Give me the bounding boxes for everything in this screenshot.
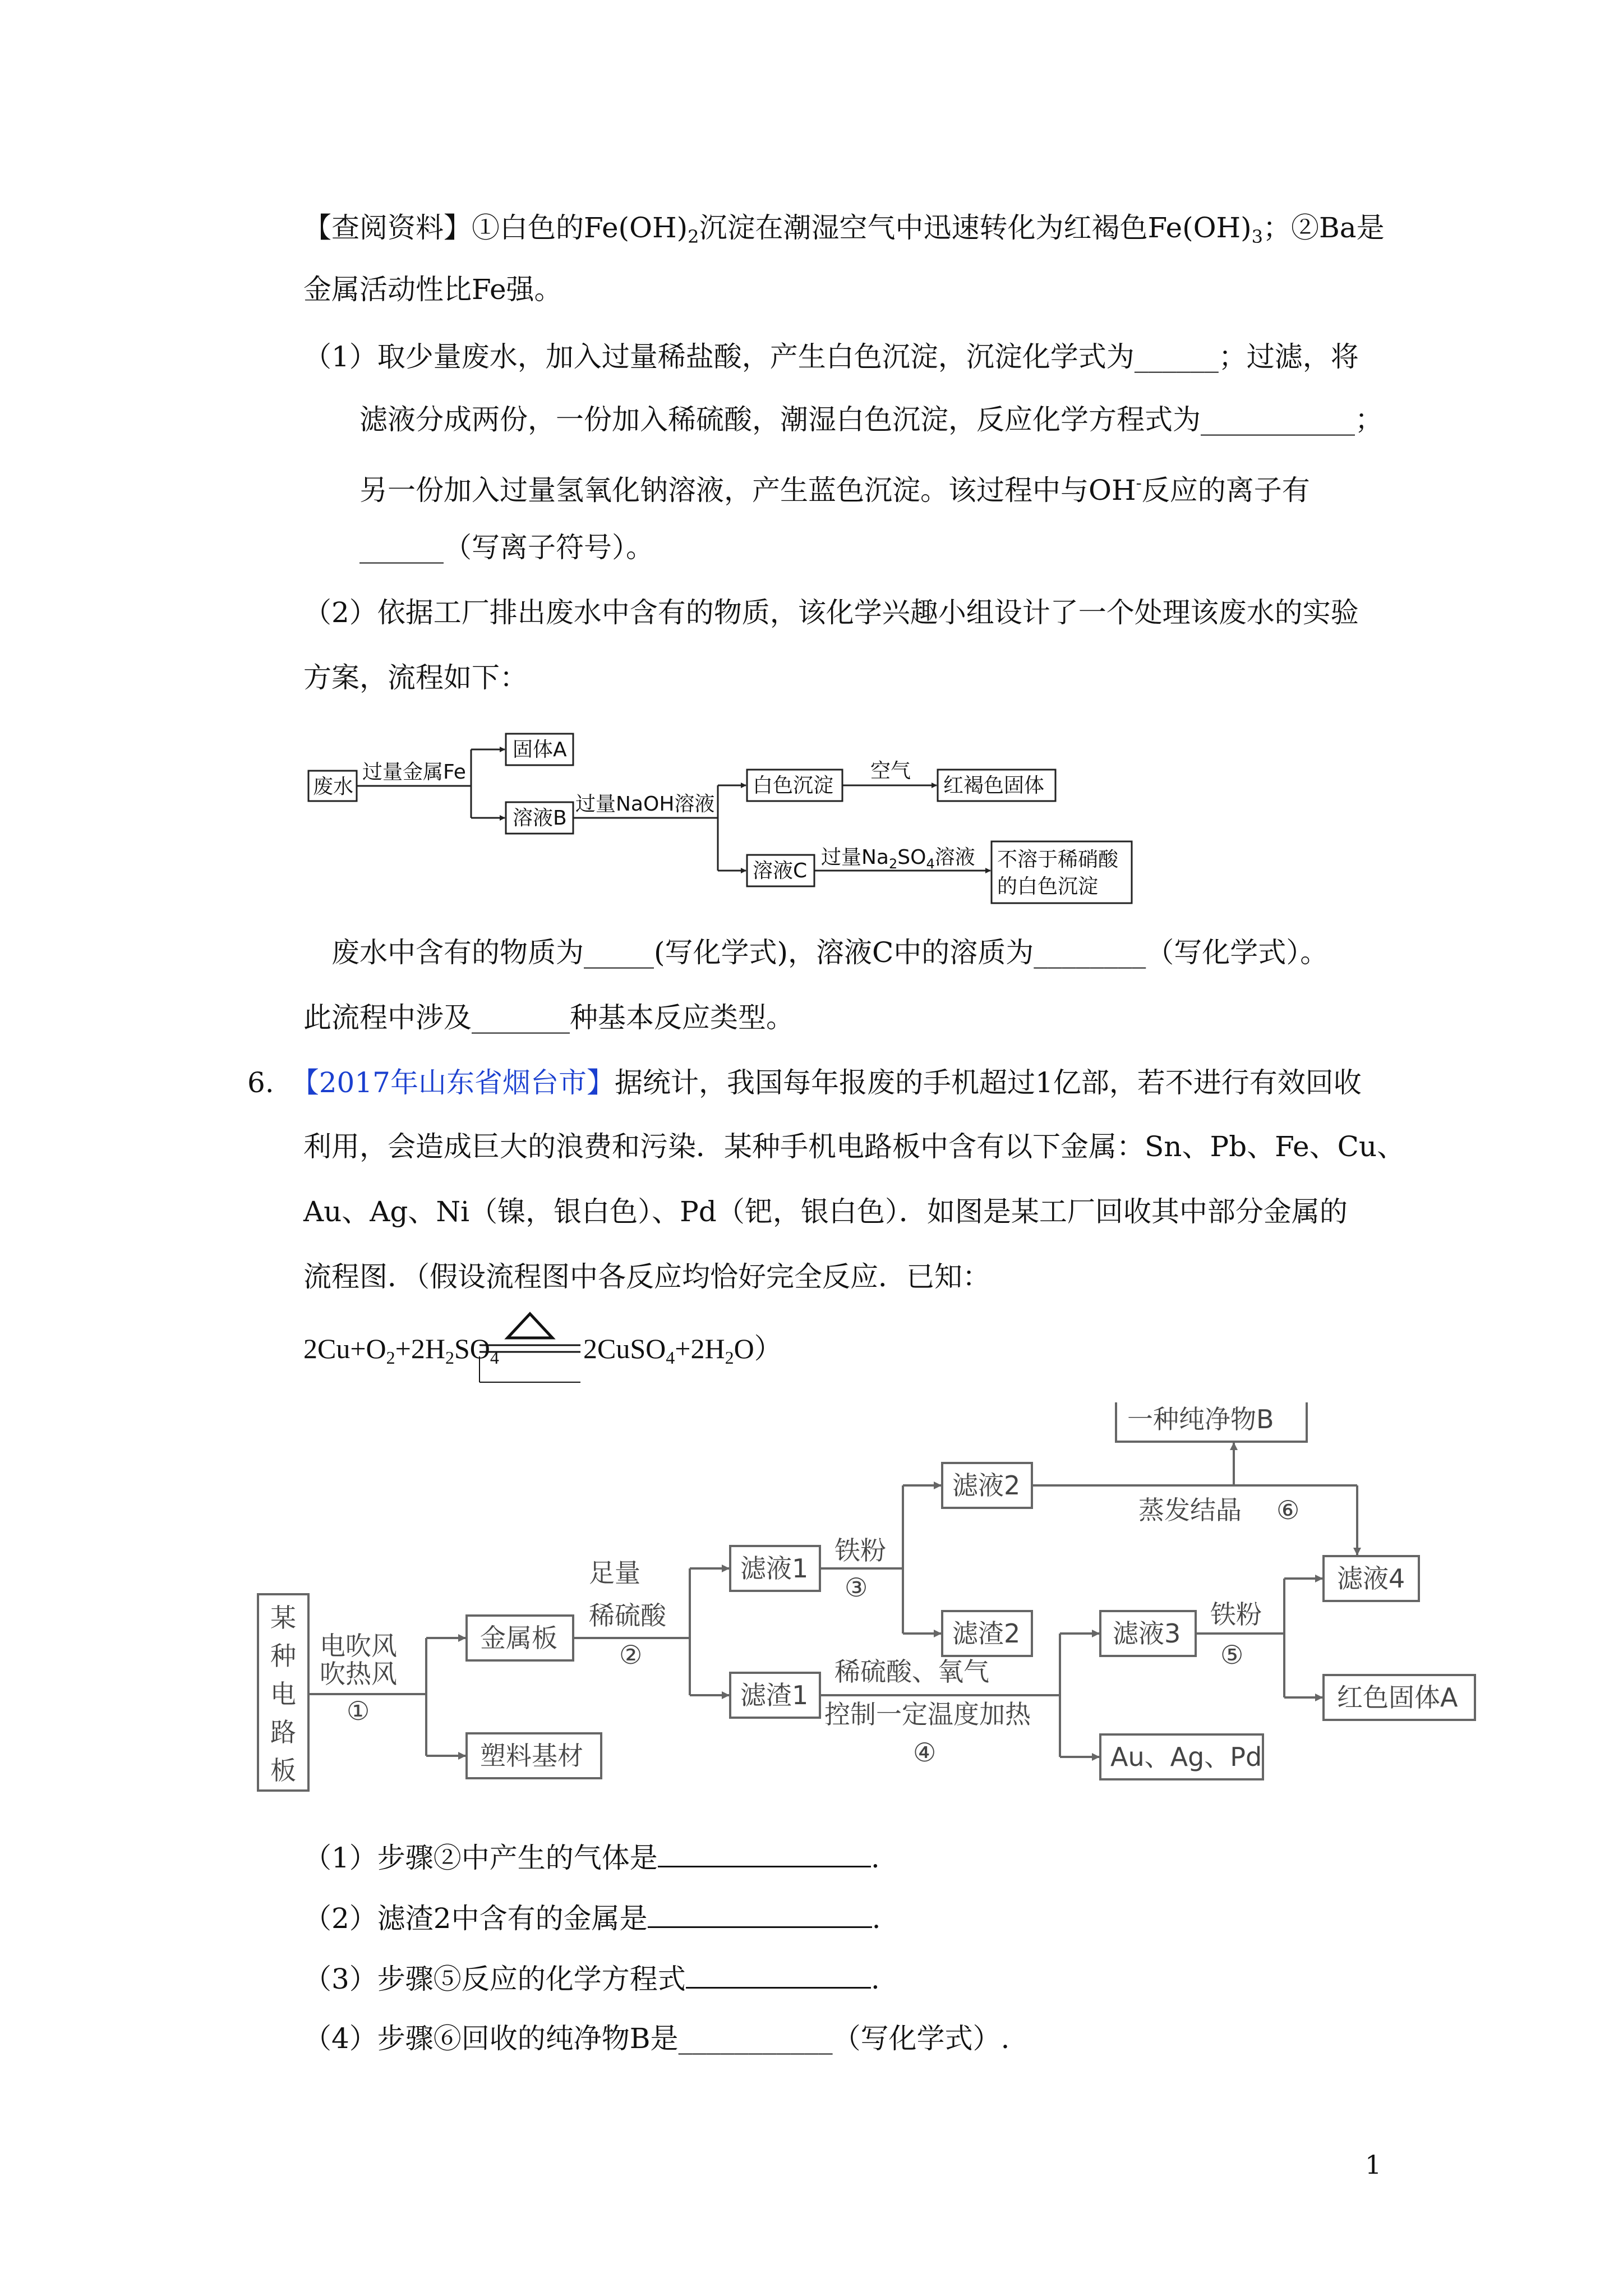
label-excess-naoh: 过量NaOH溶液: [575, 793, 715, 816]
label-insoluble-1: 不溶于稀硝酸: [997, 848, 1119, 871]
question-2-answer-line-1: 废水中含有的物质为_____(写化学式)，溶液C中的溶质为________（写化学式）。: [331, 936, 1329, 969]
answer-blank[interactable]: _______: [472, 1001, 570, 1034]
question-2-answer-line-2: 此流程中涉及_______种基本反应类型。: [303, 1001, 794, 1034]
question-1-line-4: ______（写离子符号）。: [359, 531, 654, 564]
answer-blank[interactable]: _____: [584, 936, 654, 969]
question-6-sub-3: （3）步骤⑤反应的化学方程式 .: [303, 1959, 880, 1996]
reference-line-2: 金属活动性比Fe强。: [303, 273, 562, 306]
question-6-sub-2: （2）滤渣2中含有的金属是 .: [303, 1898, 881, 1935]
label-step1-b: 吹热风: [320, 1659, 397, 1689]
label-excess-na2so4: 过量$Na_2SO_4$溶液: [821, 846, 975, 872]
label-waste-water: 废水: [313, 775, 354, 798]
label-residue-2: 滤渣2: [952, 1618, 1021, 1649]
page-number: 1: [1365, 2150, 1382, 2180]
label-excess-fe: 过量金属Fe: [362, 761, 466, 784]
answer-blank[interactable]: [658, 1838, 871, 1867]
label-solution-c: 溶液C: [753, 859, 808, 882]
label-step2-b: 稀硫酸: [589, 1600, 666, 1631]
label-white-precipitate: 白色沉淀: [753, 774, 834, 797]
label-metal-plate: 金属板: [480, 1623, 557, 1653]
label-board-5: 板: [270, 1755, 296, 1786]
label-residue-1: 滤渣1: [740, 1680, 809, 1710]
label-filtrate-2: 滤液2: [952, 1470, 1021, 1501]
label-step5-num: ⑤: [1220, 1640, 1244, 1670]
label-board-2: 种: [270, 1641, 296, 1671]
question-6-sub-4: （4）步骤⑥回收的纯净物B是___________（写化学式）.: [303, 2022, 1010, 2055]
label-filtrate-3: 滤液3: [1113, 1618, 1181, 1649]
equation-right: $2CuSO_4+2H_2O$）: [583, 1333, 782, 1368]
label-step1-num: ①: [347, 1696, 370, 1726]
label-board-3: 电: [270, 1679, 296, 1709]
flowchart-circuit-board: [247, 1402, 1514, 1806]
label-plastic-substrate: 塑料基材: [480, 1741, 583, 1771]
label-step2-a: 足量: [589, 1558, 640, 1588]
label-step3-num: ③: [845, 1572, 868, 1603]
equation-left: $2Cu+O_2+2H_2SO_4$: [303, 1333, 499, 1368]
label-step3-a: 铁粉: [834, 1535, 886, 1566]
reference-line-1: 【查阅资料】①白色的$Fe(OH)_2$沉淀在潮湿空气中迅速转化为红褐色$Fe(OH)_3$；②Ba是: [303, 211, 1385, 247]
label-step5-a: 铁粉: [1210, 1599, 1262, 1630]
question-number: 6.: [247, 1066, 274, 1099]
label-red-solid-a: 红色固体A: [1337, 1682, 1458, 1713]
answer-blank[interactable]: ________: [1034, 936, 1146, 969]
question-1-line-1: （1）取少量废水，加入过量稀盐酸，产生白色沉淀，沉淀化学式为______；过滤，将: [303, 341, 1359, 373]
question-6-sub-1: （1）步骤②中产生的气体是 .: [303, 1838, 880, 1875]
label-insoluble-2: 的白色沉淀: [997, 875, 1099, 898]
source-tag: 【2017年山东省烟台市】: [291, 1066, 615, 1099]
answer-blank[interactable]: ___________: [678, 2022, 833, 2055]
label-air: 空气: [870, 760, 911, 783]
label-step1-a: 电吹风: [320, 1631, 397, 1661]
answer-blank[interactable]: ______: [1134, 341, 1219, 373]
label-solid-a: 固体A: [513, 738, 567, 761]
label-solution-b: 溶液B: [513, 807, 567, 830]
label-board-1: 某: [270, 1603, 296, 1633]
answer-blank[interactable]: ___________: [1201, 403, 1355, 436]
label-step2-num: ②: [619, 1640, 643, 1670]
question-6-line-2: 利用，会造成巨大的浪费和污染．某种手机电路板中含有以下金属：Sn、Pb、Fe、Cu、: [303, 1130, 1405, 1163]
question-6-line-1: 6. 【2017年山东省烟台市】据统计，我国每年报废的手机超过1亿部，若不进行有效回收: [247, 1066, 1362, 1099]
label-step4-num: ④: [913, 1737, 937, 1768]
label-board-4: 路: [270, 1717, 296, 1747]
label-step4-b: 控制一定温度加热: [824, 1699, 1031, 1729]
question-1-line-2: 滤液分成两份，一份加入稀硫酸，潮湿白色沉淀，反应化学方程式为___________；: [359, 403, 1383, 436]
label-pure-substance-b: 一种纯净物B: [1127, 1404, 1274, 1434]
answer-blank[interactable]: [648, 1898, 872, 1928]
question-6-line-3: Au、Ag、Ni（镍，银白色）、Pd（钯，银白色）．如图是某工厂回收其中部分金属的: [303, 1195, 1348, 1228]
answer-blank[interactable]: [686, 1959, 871, 1989]
flowchart-wastewater: [303, 724, 1166, 914]
question-2-line-2: 方案，流程如下：: [303, 661, 528, 694]
label-step4-a: 稀硫酸、氧气: [834, 1657, 989, 1687]
question-2-line-1: （2）依据工厂排出废水中含有的物质，该化学兴趣小组设计了一个处理该废水的实验: [303, 596, 1359, 629]
question-1-line-3: 另一份加入过量氢氧化钠溶液，产生蓝色沉淀。该过程中与OH-反应的离子有: [359, 473, 1310, 507]
label-red-brown-solid: 红褐色固体: [943, 774, 1045, 797]
label-step6-a: 蒸发结晶: [1138, 1495, 1242, 1525]
label-filtrate-1: 滤液1: [740, 1553, 809, 1584]
answer-blank[interactable]: ______: [359, 531, 444, 564]
equation-heating-sign: [477, 1307, 583, 1386]
label-au-ag-pd: Au、Ag、Pd: [1110, 1742, 1262, 1772]
label-filtrate-4: 滤液4: [1337, 1563, 1405, 1594]
question-6-line-4: 流程图．（假设流程图中各反应均恰好完全反应．已知：: [303, 1260, 990, 1293]
label-step6-num: ⑥: [1276, 1495, 1300, 1525]
